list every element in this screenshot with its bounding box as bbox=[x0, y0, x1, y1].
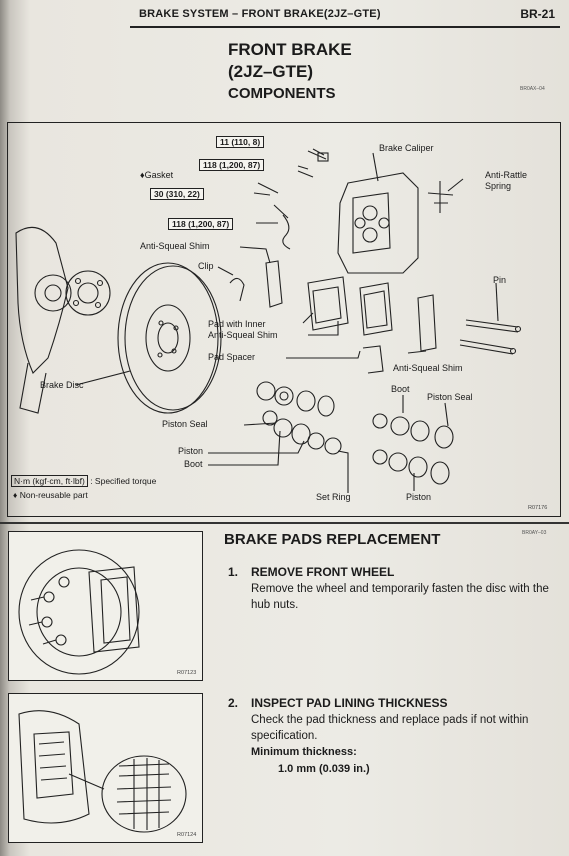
section-header: BRAKE SYSTEM – FRONT BRAKE(2JZ–GTE) bbox=[139, 8, 381, 20]
page-number: BR-21 bbox=[520, 7, 555, 21]
label-boot-top: Boot bbox=[391, 384, 410, 394]
step1-number: 1. bbox=[228, 565, 239, 579]
torque-legend-box: N·m (kgf·cm, ft·lbf) bbox=[11, 475, 88, 487]
brake-pads-replacement-title: BRAKE PADS REPLACEMENT bbox=[224, 531, 441, 548]
pad-lining-drawing bbox=[9, 694, 201, 841]
label-piston-left: Piston bbox=[178, 446, 204, 456]
header-rule bbox=[130, 26, 560, 28]
torque-legend bbox=[11, 476, 156, 486]
section-code: BR0AX–04 bbox=[520, 86, 545, 92]
label-piston-seal-left: Piston Seal bbox=[162, 419, 208, 429]
non-reusable-icon: ♦ bbox=[140, 170, 145, 180]
non-reusable-legend-icon: ♦ bbox=[13, 490, 20, 500]
step2-figure-code: R07124 bbox=[177, 832, 197, 838]
step1-heading: REMOVE FRONT WHEEL bbox=[251, 565, 395, 579]
step2-heading: INSPECT PAD LINING THICKNESS bbox=[251, 696, 448, 710]
label-pad-spacer: Pad Spacer bbox=[208, 352, 256, 362]
label-piston-bottom: Piston bbox=[406, 492, 432, 502]
gasket-label: ♦Gasket bbox=[140, 170, 174, 180]
label-pin: Pin bbox=[493, 275, 507, 285]
min-thickness-value: 1.0 mm (0.039 in.) bbox=[278, 763, 370, 775]
label-pad-inner: Pad with Inner bbox=[208, 319, 266, 329]
section2-code: BR0AY–03 bbox=[522, 530, 547, 536]
pad-thickness-figure bbox=[8, 693, 203, 843]
min-thickness-label: Minimum thickness: bbox=[251, 746, 357, 758]
label-anti-rattle-spring: Spring bbox=[485, 181, 512, 191]
page-title-engine: (2JZ–GTE) bbox=[228, 62, 314, 81]
step2-number: 2. bbox=[228, 696, 239, 710]
label-set-ring: Set Ring bbox=[316, 492, 351, 502]
step1-text: Remove the wheel and temporarily fasten the disc with the hub nuts. bbox=[251, 583, 549, 611]
non-reusable-legend: ♦ Non-reusable part bbox=[13, 490, 88, 500]
label-boot-left: Boot bbox=[184, 459, 203, 469]
exploded-view-drawing bbox=[8, 123, 559, 515]
step1-figure-code: R07123 bbox=[177, 670, 197, 676]
wheel-hub-drawing bbox=[9, 532, 201, 679]
torque-spec-caliper: 118 (1,200, 87) bbox=[168, 218, 233, 230]
torque-legend-text: : Specified torque bbox=[90, 476, 157, 486]
label-anti-squeal-shim-bottom: Anti-Squeal Shim bbox=[393, 363, 463, 373]
remove-wheel-figure bbox=[8, 531, 203, 681]
step2-text: Check the pad thickness and replace pads if not within specification. bbox=[251, 714, 529, 742]
components-figure bbox=[7, 122, 561, 517]
label-piston-seal-right: Piston Seal bbox=[427, 392, 473, 402]
label-brake-caliper: Brake Caliper bbox=[379, 143, 434, 153]
label-anti-squeal-shim-top: Anti-Squeal Shim bbox=[140, 241, 210, 251]
label-anti-rattle: Anti-Rattle bbox=[485, 170, 528, 180]
torque-spec-bolt: 30 (310, 22) bbox=[150, 188, 204, 200]
torque-spec-bleeder: 11 (110, 8) bbox=[216, 136, 264, 148]
label-brake-disc: Brake Disc bbox=[40, 380, 84, 390]
components-heading: COMPONENTS bbox=[228, 85, 336, 102]
section-separator bbox=[0, 522, 569, 524]
label-pad-inner-shim: Anti-Squeal Shim bbox=[208, 330, 278, 340]
figure-code: R07176 bbox=[528, 505, 548, 511]
torque-spec-union-bolt: 118 (1,200, 87) bbox=[199, 159, 264, 171]
label-clip: Clip bbox=[198, 261, 214, 271]
page-title: FRONT BRAKE bbox=[228, 40, 352, 59]
